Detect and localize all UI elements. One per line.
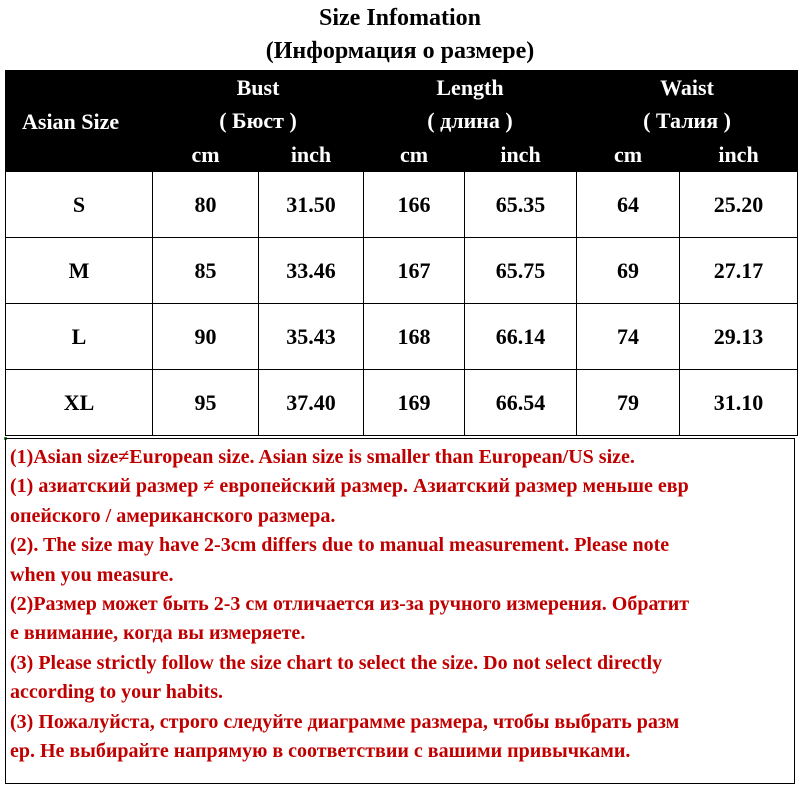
bust-cm-cell: 90: [153, 304, 259, 370]
bust-cm-cell: 80: [153, 172, 259, 238]
waist-cm-cell: 69: [577, 238, 680, 304]
note-line: (1)Asian size≠European size. Asian size is smaller than European/US size.: [10, 446, 635, 468]
header-length-ru: ( длина ): [427, 108, 513, 133]
table-row: [6, 172, 798, 238]
size-cell: S: [6, 172, 153, 238]
length-inch-cell: 65.75: [465, 238, 577, 304]
size-cell: XL: [6, 370, 153, 436]
bust-inch-cell: 31.50: [259, 172, 364, 238]
length-cm-cell: 169: [364, 370, 465, 436]
header-row: [6, 71, 798, 138]
header-length-en: Length: [436, 75, 504, 100]
bust-inch-cell: 37.40: [259, 370, 364, 436]
note-line: опейского / американского размера.: [10, 504, 336, 527]
page-subtitle: (Информация о размере): [265, 38, 535, 64]
note-line: (3) Пожалуйста, строго следуйте диаграмме размера, чтобы выбрать разм: [10, 710, 680, 733]
unit-cell: inch: [680, 138, 798, 172]
bust-inch-cell: 33.46: [259, 238, 364, 304]
waist-inch-cell: 27.17: [680, 238, 798, 304]
header-bust: [153, 71, 364, 138]
length-cm-cell: 167: [364, 238, 465, 304]
bust-cm-cell: 85: [153, 238, 259, 304]
note-line: when you measure.: [10, 563, 174, 586]
length-cm-cell: 166: [364, 172, 465, 238]
table-row: [6, 238, 798, 304]
waist-inch-cell: 31.10: [680, 370, 798, 436]
bust-inch-cell: 35.43: [259, 304, 364, 370]
unit-cell: inch: [259, 138, 364, 172]
bust-cm-cell: 95: [153, 370, 259, 436]
notes-box: [5, 438, 795, 784]
table-row: [6, 304, 798, 370]
unit-cell: cm: [577, 138, 680, 172]
header-length: [364, 71, 577, 138]
header-waist-ru: ( Талия ): [643, 108, 731, 133]
table-row: [6, 370, 798, 436]
length-cm-cell: 168: [364, 304, 465, 370]
size-cell: L: [6, 304, 153, 370]
waist-cm-cell: 64: [577, 172, 680, 238]
note-line: (1) азиатский размер ≠ европейский размер. Азиатский размер меньше евр: [10, 475, 689, 498]
size-table: [5, 70, 798, 436]
length-inch-cell: 66.54: [465, 370, 577, 436]
page-title: Size Infomation: [319, 5, 481, 31]
unit-cell: cm: [364, 138, 465, 172]
unit-cell: cm: [153, 138, 259, 172]
note-line: according to your habits.: [10, 681, 223, 704]
length-inch-cell: 66.14: [465, 304, 577, 370]
waist-inch-cell: 29.13: [680, 304, 798, 370]
note-line: е внимание, когда вы измеряете.: [10, 622, 306, 645]
header-asian-size: Asian Size: [6, 71, 153, 172]
waist-cm-cell: 74: [577, 304, 680, 370]
size-cell: M: [6, 238, 153, 304]
length-inch-cell: 65.35: [465, 172, 577, 238]
note-line: ер. Не выбирайте напрямую в соответствии с вашими привычками.: [10, 740, 631, 763]
header-waist: [577, 71, 798, 138]
header-waist-en: Waist: [660, 75, 714, 100]
waist-cm-cell: 79: [577, 370, 680, 436]
header-bust-ru: ( Бюст ): [219, 108, 297, 133]
note-line: (3) Please strictly follow the size chart to select the size. Do not select directly: [10, 651, 663, 674]
note-line: (2). The size may have 2-3cm differs due to manual measurement. Please note: [10, 534, 670, 557]
unit-cell: inch: [465, 138, 577, 172]
header-bust-en: Bust: [236, 75, 280, 100]
waist-inch-cell: 25.20: [680, 172, 798, 238]
note-line: (2)Размер может быть 2-3 см отличается из-за ручного измерения. Обратит: [10, 593, 690, 616]
